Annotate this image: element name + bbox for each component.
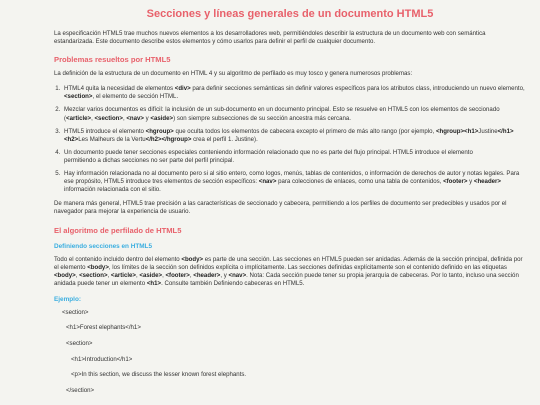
sections-paragraph: Todo el contenido incluido dentro del elemento <body> es parte de una sección. Las secciones en HTML5 pueden ser anidadas. Además de la sección principal, definida por el elemento <body>, los límites de la sección son definidos explícita o implícitamente. Las secciones definidas explícitamente son el contenido definido en las etiquetas <body>, <section>, <article>, <aside>, <footer>, <header>, y <nav>. Nota: Cada sección puede tener su propia jerarquía de cabeceras. Por lo tanto, incluso una sección anidada puede tener un elemento <h1>. Consulte también Definiendo cabeceras en HTML5.: [54, 255, 523, 287]
code-example: [54, 309, 526, 395]
algorithm-heading: El algoritmo de perfilado de HTML5: [54, 225, 182, 235]
problems-heading: Problemas resueltos por HTML5: [54, 55, 171, 65]
list-item: 2. Mezclar varios documentos es difícil: la inclusión de un sub-documento en un documento principal. Esto se resuelve en HTML5 con los elementos de seccionado (<article>, <section>, <nav> y <aside>) son siempre subsecciones de su sección ancestra más cercana.: [62, 106, 526, 122]
list-item: 4. Un documento puede tener secciones especiales conteniendo información relacionado que no es parte del flujo principal. HTML5 introduce el elemento permitiendo a dichas secciones no ser parte del perfil principal.: [62, 149, 526, 165]
list-item: 5. Hay información relacionada no al documento pero si al sitio entero, como logos, menús, tablas de contenidos, o información de derechos de autor y notas legales. Para ese propósito, HTML5 introduce tres elementos de sección específicos: <nav> para colecciones de enlaces, como una tabla de contenidos, <footer> y <header> información relacionada con el sitio.: [62, 170, 526, 194]
example-label: Ejemplo:: [54, 295, 81, 303]
intro-paragraph: La especificación HTML5 trae muchos nuevos elementos a los desarrolladores web, permitiéndoles describir la estructura de un documento web con semántica estandarizada. Este documento describe estos elementos y cómo usarlos para definir el perfil de cualquier documento.: [54, 30, 486, 46]
code-line: </section>: [66, 386, 95, 394]
problems-summary: De manera más general, HTML5 trae precisión a las características de seccionado y cabecera, permitiendo a los perfiles de documento ser predecibles y usados por el navegador para mejorar la experiencia de usuario.: [54, 200, 507, 216]
code-line: <p>In this section, we discuss the lesser known forest elephants.: [71, 371, 247, 379]
algorithm-subheading: Definiendo secciones en HTML5: [54, 242, 153, 250]
problems-intro: La definición de la estructura de un documento en HTML 4 y su algoritmo de perfilado es muy tosco y genera numerosos problemas:: [54, 70, 413, 78]
code-line: <h1>Introduction</h1>: [71, 355, 133, 363]
list-item: 3. HTML5 introduce el elemento <hgroup> que oculta todos los elementos de cabecera excepto el primero de más alto rango (por ejemplo, <hgroup><h1>Justine</h1><h2>Les Malheurs de la Vertu</h2></hgroup> crea el perfil 1. Justine).: [62, 128, 526, 144]
problems-list: [54, 85, 526, 194]
code-line: <section>: [62, 308, 89, 316]
code-line: <h1>Forest elephants</h1>: [66, 324, 141, 332]
code-line: <section>: [66, 340, 93, 348]
list-item: 1. HTML4 quita la necesidad de elementos <div> para definir secciones semánticas sin definir valores específicos para los atributos class, introduciendo un nuevo elemento, <section>, el elemento de sección HTML.: [62, 85, 526, 101]
page-title: Secciones y líneas generales de un documento HTML5: [146, 8, 434, 20]
